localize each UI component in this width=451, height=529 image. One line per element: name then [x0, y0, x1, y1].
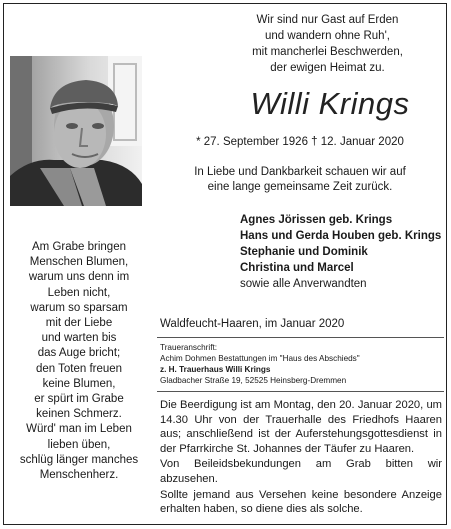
- divider: [157, 391, 444, 392]
- family-member: Stephanie und Dominik: [240, 246, 368, 258]
- family-member: Hans und Gerda Houben geb. Krings: [240, 230, 442, 242]
- address-line: Achim Dohmen Bestattungen im "Haus des Abschieds": [160, 354, 360, 363]
- side-poem-line: er spürt im Grabe: [34, 393, 124, 406]
- funeral-info: [160, 398, 442, 518]
- portrait-illustration: [10, 56, 142, 206]
- condolence-paragraph: Von Beileidsbekundungen am Grab bitten wir abzusehen.: [160, 458, 442, 485]
- place-and-date: Waldfeucht-Haaren, im Januar 2020: [160, 318, 345, 330]
- side-poem-line: mit der Liebe: [45, 317, 113, 330]
- side-poem-line: das Auge bricht;: [37, 347, 121, 360]
- side-poem: [8, 240, 150, 483]
- funeral-paragraph: Die Beerdigung ist am Montag, den 20. Januar 2020, um 14.30 Uhr von der Trauerhalle des Friedhofs Haaren aus; anschließend ist der Auferstehungsgottesdienst in der Pfarrkirche St. Johannes der Täufer zu Haaren.: [160, 399, 442, 455]
- side-poem-line: Leben nicht,: [47, 286, 111, 299]
- side-poem-line: den Toten freuen: [35, 362, 123, 375]
- gratitude-text: [160, 165, 440, 195]
- address-label: Traueranschrift:: [160, 343, 218, 352]
- gratitude-line: In Liebe und Dankbarkeit schauen wir auf: [194, 166, 406, 178]
- side-poem-line: Menschenherz.: [39, 469, 119, 482]
- top-poem: [215, 12, 440, 76]
- top-poem-line: mit mancherlei Beschwerden,: [252, 46, 403, 58]
- side-poem-line: warum so sparsam: [30, 301, 128, 314]
- top-poem-line: Wir sind nur Gast auf Erden: [256, 14, 399, 26]
- family-list: [240, 212, 445, 292]
- notice-paragraph: Sollte jemand aus Versehen keine besondere Anzeige erhalten haben, so diene dies als solche.: [160, 488, 442, 516]
- divider: [157, 337, 444, 338]
- deceased-name: Willi Krings: [250, 86, 410, 121]
- top-poem-line: und wandern ohne Ruh',: [265, 30, 390, 42]
- side-poem-line: Am Grabe bringen: [32, 241, 126, 253]
- gratitude-line: eine lange gemeinsame Zeit zurück.: [207, 181, 393, 193]
- side-poem-line: Würd' man im Leben: [26, 423, 132, 436]
- side-poem-line: schlüg länger manches: [19, 453, 139, 466]
- side-poem-line: warum uns denn im: [28, 271, 130, 284]
- family-closing: sowie alle Anverwandten: [240, 278, 367, 290]
- side-poem-line: keinen Schmerz.: [36, 408, 122, 421]
- mourning-address: [160, 342, 360, 386]
- address-line: z. H. Trauerhaus Willi Krings: [160, 365, 271, 374]
- side-poem-line: und warten bis: [41, 332, 117, 345]
- side-poem-line: lieben üben,: [47, 438, 111, 451]
- life-dates: * 27. September 1926 † 12. Januar 2020: [196, 136, 404, 148]
- side-poem-line: Menschen Blumen,: [29, 256, 129, 269]
- family-member: Agnes Jörissen geb. Krings: [240, 214, 393, 226]
- portrait-photo: [10, 56, 142, 206]
- address-line: Gladbacher Straße 19, 52525 Heinsberg-Dremmen: [160, 376, 347, 385]
- family-member: Christina und Marcel: [240, 262, 354, 274]
- side-poem-line: keine Blumen,: [42, 377, 116, 390]
- top-poem-line: der ewigen Heimat zu.: [270, 62, 385, 74]
